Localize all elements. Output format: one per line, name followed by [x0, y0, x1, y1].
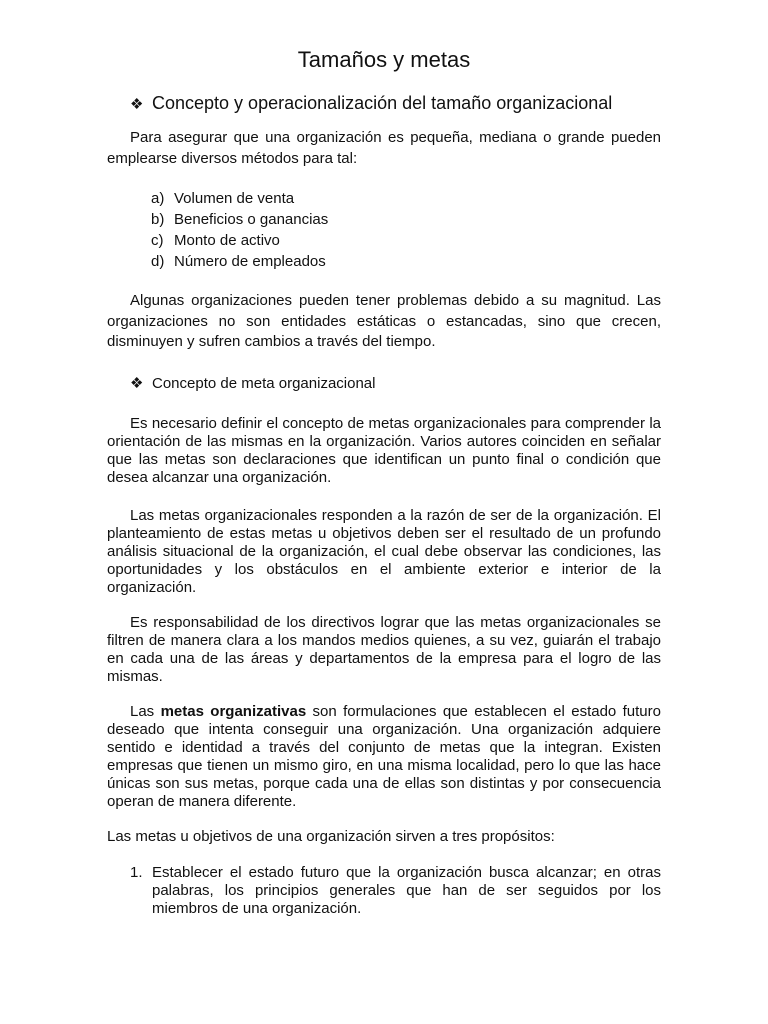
paragraph-text: Las — [130, 703, 161, 720]
page-title: Tamaños y metas — [297, 47, 471, 72]
section-heading-text: Concepto de meta organizacional — [152, 375, 376, 392]
section-heading-goals — [130, 374, 690, 394]
paragraph: Las metas u objetivos de una organización sirven a tres propósitos: — [107, 828, 555, 845]
section-heading-text: Concepto y operacionalización del tamaño organizacional — [152, 93, 613, 113]
purposes-list — [130, 864, 661, 918]
list-marker: c) — [151, 232, 164, 249]
paragraph-text: son formulaciones que establecen el estado futuro deseado que intenta conseguir una organización. Una organización adquiere sentido e identidad a través del conjunto de metas que la integran. Existen empresas que tienen un mismo giro, en una misma localidad, pero lo que las hace únicas son sus metas, porque cada una de ellas son distintas y por consecuencia operan de manera diferente. — [107, 703, 661, 810]
diamond-bullet-icon: ❖ — [130, 375, 144, 392]
paragraph: Es responsabilidad de los directivos lograr que las metas organizacionales se filtren de manera clara a los mandos medios quienes, a su vez, guiarán el trabajo en cada una de las áreas y departamentos de la empresa para el logro de las mismas. — [107, 614, 661, 685]
paragraph-metas-organizativas — [107, 703, 661, 811]
methods-list — [151, 188, 328, 272]
section-heading-size — [130, 92, 690, 116]
list-marker: b) — [151, 211, 165, 228]
paragraph: Algunas organizaciones pueden tener problemas debido a su magnitud. Las organizaciones no son entidades estáticas o estancadas, sino que crecen, disminuyen y sufren cambios a través del tiempo. — [107, 292, 661, 350]
list-marker: a) — [151, 190, 165, 207]
list-item-text: Establecer el estado futuro que la organización busca alcanzar; en otras palabras, los principios generales que han de ser seguidos por los miembros de una organización. — [152, 864, 661, 917]
list-item — [151, 209, 328, 230]
list-item — [151, 251, 328, 272]
paragraph: Las metas organizacionales responden a la razón de ser de la organización. El planteamiento de estas metas u objetivos deben ser el resultado de un profundo análisis situacional de la organización, el cual debe observar las condiciones, las oportunidades y los obstáculos en el ambiente exterior e interior de la organización. — [107, 507, 661, 596]
list-item — [151, 230, 328, 251]
paragraph: Para asegurar que una organización es pequeña, mediana o grande pueden emplearse diversos métodos para tal: — [107, 129, 661, 167]
diamond-bullet-icon: ❖ — [130, 96, 144, 113]
list-item — [130, 864, 661, 918]
list-item — [151, 188, 328, 209]
list-item-text: Beneficios o ganancias — [174, 211, 329, 228]
paragraph: Es necesario definir el concepto de metas organizacionales para comprender la orientación de las mismas en la organización. Varios autores coinciden en señalar que las metas son declaraciones que identifican un punto final o condición que desea alcanzar una organización. — [107, 415, 661, 486]
list-item-text: Volumen de venta — [174, 190, 295, 207]
bold-term: metas organizativas — [160, 703, 307, 720]
list-item-text: Monto de activo — [174, 232, 280, 249]
list-marker: 1. — [130, 864, 143, 881]
list-marker: d) — [151, 253, 165, 270]
list-item-text: Número de empleados — [174, 253, 326, 270]
